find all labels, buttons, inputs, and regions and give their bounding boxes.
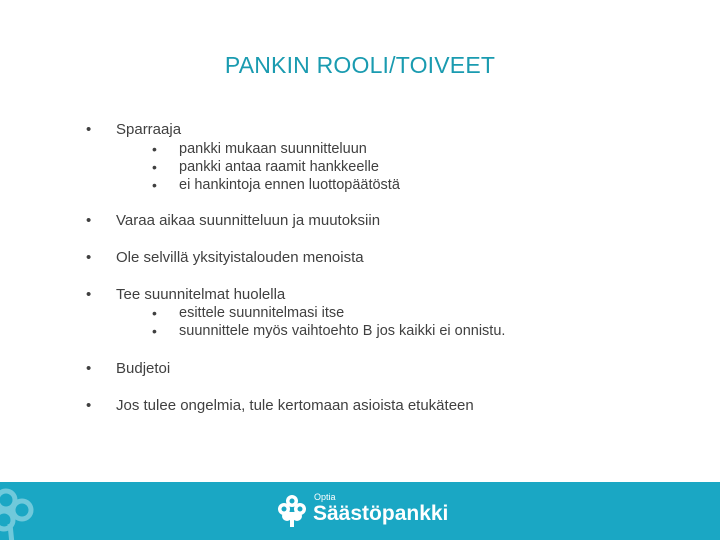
bullet-marker: • [86, 212, 92, 229]
bullet-item: Tee suunnitelmat huolella [116, 286, 286, 303]
slide-title: PANKIN ROOLI/TOIVEET [224, 52, 496, 78]
bullet-marker: • [86, 121, 92, 138]
bullet-item: Sparraaja [116, 121, 182, 138]
tree-icon [276, 494, 308, 528]
logo-subtitle: Optia [314, 492, 336, 502]
bullet-item: Jos tulee ongelmia, tule kertomaan asioista etukäteen [116, 397, 474, 414]
sub-bullet-marker: • [152, 177, 157, 193]
sub-bullet-marker: • [152, 323, 157, 339]
footer-bar [0, 482, 720, 540]
sub-bullet-item: ei hankintoja ennen luottopäätöstä [179, 177, 400, 193]
bullet-marker: • [86, 397, 92, 414]
logo-name: Säästöpankki [313, 502, 449, 525]
bullet-item: Varaa aikaa suunnitteluun ja muutoksiin [116, 212, 381, 229]
sub-bullet-item: suunnittele myös vaihtoehto B jos kaikki ei onnistu. [179, 323, 506, 339]
sub-bullet-item: pankki antaa raamit hankkeelle [179, 159, 379, 175]
bank-logo [276, 492, 456, 532]
bullet-marker: • [86, 360, 92, 377]
bullet-item: Budjetoi [116, 360, 171, 377]
bullet-item: Ole selvillä yksityistalouden menoista [116, 249, 364, 266]
sub-bullet-item: pankki mukaan suunnitteluun [179, 141, 367, 157]
sub-bullet-marker: • [152, 141, 157, 157]
sub-bullet-item: esittele suunnitelmasi itse [179, 305, 345, 321]
bullet-marker: • [86, 286, 92, 303]
sub-bullet-marker: • [152, 305, 157, 321]
sub-bullet-marker: • [152, 159, 157, 175]
tree-watermark-icon [0, 484, 42, 540]
bullet-marker: • [86, 249, 92, 266]
